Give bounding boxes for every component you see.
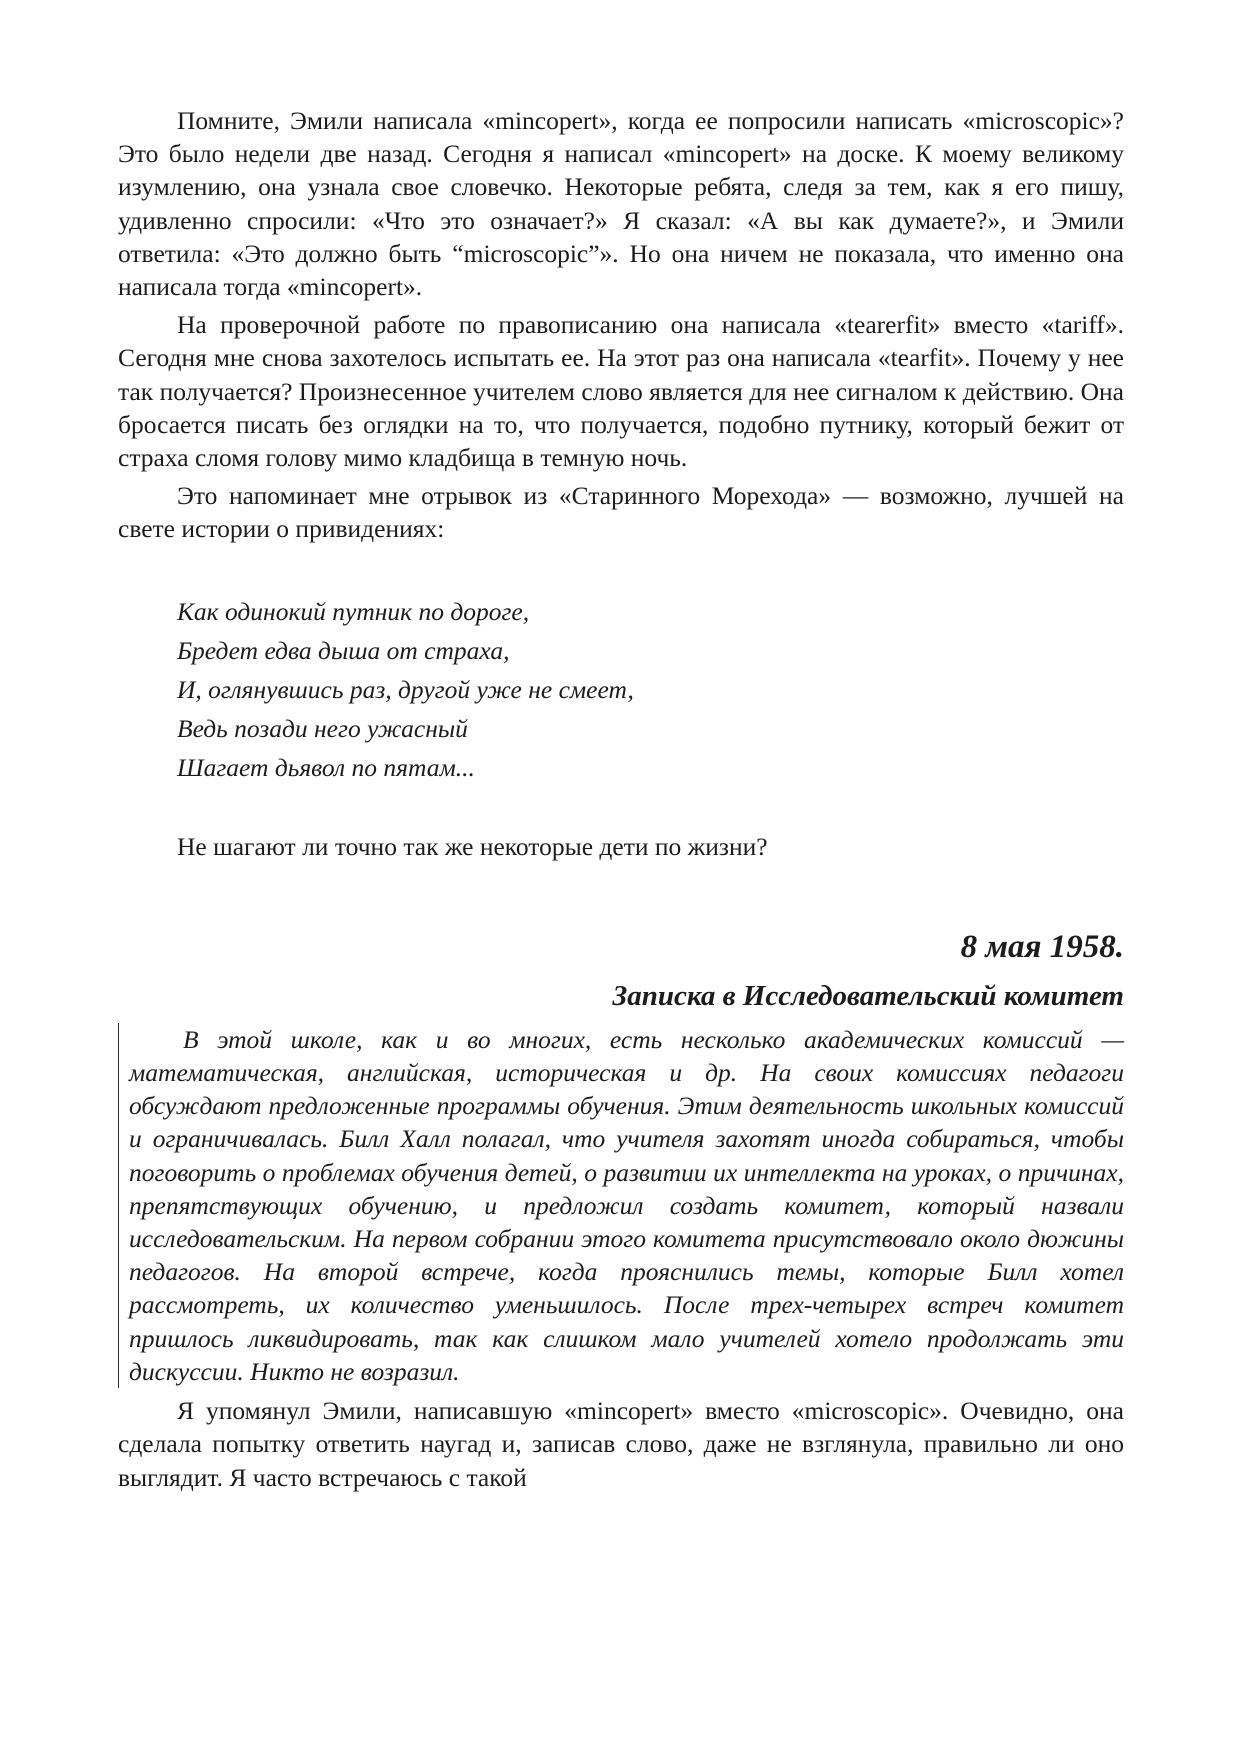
- poem-line: Ведь позади него ужасный: [177, 714, 468, 744]
- paragraph-spelling-test: На проверочной работе по правописанию она написала «tearerfit» вместо «tariff». Сегодня мне снова захотелось испытать ее. На этот раз она написала «tearfit». Почему у нее так получается? Произнесенное учителем слово является для нее сигналом к действию. Она бросается писать без оглядки на то, что получается, подобно путнику, который бежит от страха сломя голову мимо кладбища в темную ночь.: [118, 310, 1124, 473]
- poem-quote: [177, 592, 1124, 788]
- poem-line: Как одинокий путник по дороге,: [177, 596, 530, 626]
- research-committee-note: [118, 1023, 1124, 1388]
- entry-title-heading: Записка в Исследовательский комитет: [612, 979, 1124, 1012]
- poem-line: Шагает дьявол по пятам...: [177, 753, 475, 783]
- poem-line: Бредет едва дыша от страха,: [177, 635, 510, 665]
- paragraph-ancient-mariner: Это напоминает мне отрывок из «Старинного Морехода» — возможно, лучшей на свете истории о привидениях:: [118, 481, 1124, 544]
- note-text: В этой школе, как и во многих, есть несколько академических комиссий — математическая, английская, историческая и др. На своих комиссиях педагоги обсуждают предложенные программы обучения. Этим деятельность школьных комиссий и ограничивалась. Билл Халл полагал, что учителя захотят иногда собираться, чтобы поговорить о проблемах обучения детей, о развитии их интеллекта на уроках, о причинах, препятствующих обучению, и предложил создать комитет, который назвали исследовательским. На первом собрании этого комитета присутствовало около дюжины педагогов. На второй встрече, когда прояснились темы, которые Билл хотел рассмотреть, их количество уменьшилось. После трех-четырех встреч комитет пришлось ликвидировать, так как слишком мало учителей хотело продолжать эти дискуссии. Никто не возразил.: [129, 1024, 1124, 1386]
- entry-date-heading: 8 мая 1958.: [960, 928, 1124, 965]
- closing-question: Не шагают ли точно так же некоторые дети по жизни?: [177, 831, 768, 861]
- page-body: [118, 104, 1124, 1494]
- paragraph-emily-mincopert: Помните, Эмили написала «mincopert», когда ее попросили написать «microscopic»? Это было недели две назад. Сегодня я написал «mincopert» на доске. К моему великому изумлению, она узнала свое словечко. Некоторые ребята, следя за тем, как я его пишу, удивленно спросили: «Что это означает?» Я сказал: «А вы как думаете?», и Эмили ответила: «Это должно быть “microscopic”». Но она ничем не показала, что именно она написала тогда «mincopert».: [118, 106, 1124, 302]
- paragraph-continuation: Я упомянул Эмили, написавшую «mincopert» вместо «microscopic». Очевидно, она сделала попытку ответить наугад и, записав слово, даже не взглянула, правильно ли оно выглядит. Я часто встречаюсь с такой: [118, 1396, 1124, 1492]
- poem-line: И, оглянувшись раз, другой уже не смеет,: [177, 675, 634, 705]
